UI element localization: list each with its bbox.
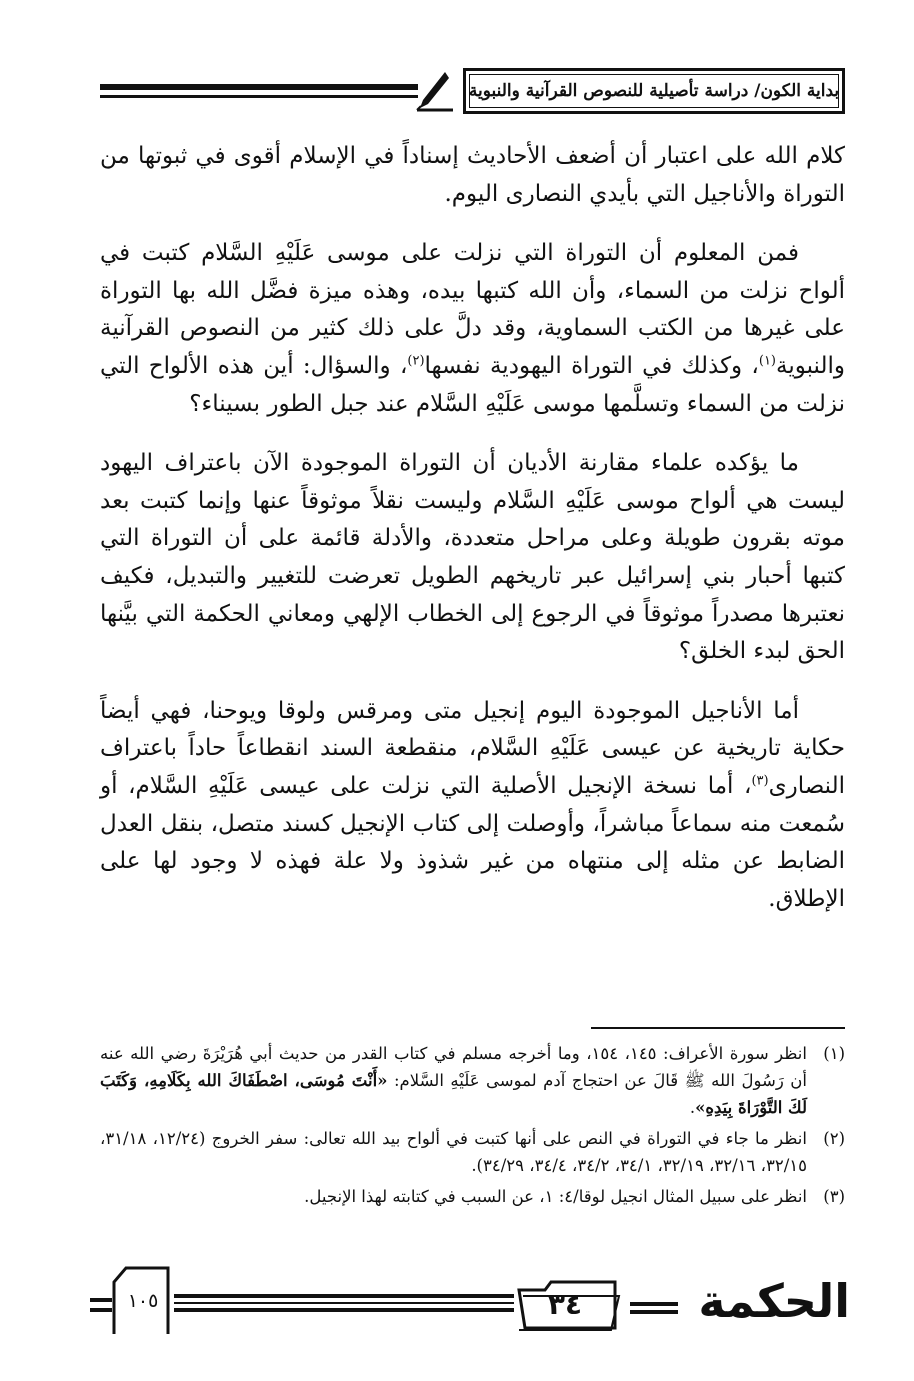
footer-rule-right-2	[630, 1310, 678, 1314]
footnote-1	[100, 1040, 845, 1121]
footnote-1-end: .	[689, 1098, 696, 1117]
footnote-ref-2[interactable]: (٢)	[407, 353, 425, 369]
page-footer	[90, 1262, 850, 1344]
paragraph-2	[100, 235, 845, 423]
footnote-text: انظر ما جاء في التوراة في النص على أنها كتبت في ألواح بيد الله تعالى: سفر الخروج (١٢/٢٤، ٣١/١٨، ٣٢/١٥، ٣٢/١٦، ٣٢/١٩، ٣٤/١، ٣٤/٢، ٣٤/٤، ٣٤/٢٩).	[100, 1129, 807, 1175]
footnote-2	[100, 1125, 845, 1179]
main-text	[100, 138, 845, 940]
paragraph-1: كلام الله على اعتبار أن أضعف الأحاديث إسناداً في الإسلام أقوى في ثبوتها من التوراة والأناجيل التي بأيدي النصارى اليوم.	[100, 143, 845, 207]
footnote-ref-3[interactable]: (٣)	[751, 773, 769, 789]
footnotes	[100, 1040, 845, 1214]
page-number: ١٠٥	[127, 1290, 159, 1312]
paragraph-2-part-1: فمن المعلوم أن التوراة التي نزلت على موسى عَلَيْهِ السَّلام كتبت في ألواح نزلت من السماء، وأن الله كتبها بيده، وهذه ميزة فضَّل الله بها التوراة على غيرها من الكتب السماوية، وقد دلَّ على ذلك كثير من النصوص القرآنية والنبوية	[100, 240, 845, 379]
paragraph-4-part-1: أما الأناجيل الموجودة اليوم إنجيل متى ومرقس ولوقا ويوحنا، فهي أيضاً حكاية تاريخية عن عيسى عَلَيْهِ السَّلام، منقطعة السند انقطاعاً حاداً باعتراف النصارى	[100, 697, 845, 799]
footnote-text: انظر على سبيل المثال انجيل لوقا/٤: ١، عن السبب في كتابته لهذا الإنجيل.	[304, 1187, 807, 1206]
footnote-3	[100, 1183, 845, 1210]
footer-rule-left-thin	[174, 1302, 514, 1304]
footnote-ref-1[interactable]: (١)	[758, 353, 776, 369]
footer-rule-far-left-2	[90, 1308, 112, 1312]
header-title: بداية الكون/ دراسة تأصيلية للنصوص القرآنية والنبوية	[463, 68, 845, 114]
footnote-text	[100, 1040, 807, 1121]
footnote-separator	[591, 1027, 845, 1029]
paragraph-2-part-3: ، والسؤال: أين هذه الألواح التي نزلت من السماء وتسلَّمها موسى عَلَيْهِ السَّلام عند جبل الطور بسيناء؟	[100, 352, 845, 417]
magazine-logo: الحكمة	[698, 1274, 850, 1328]
footer-rule-left	[174, 1294, 514, 1298]
footnote-1-hadith-quote: «أَنْتَ مُوسَى، اصْطَفَاكَ الله بِكَلَامِهِ، وَكَتَبَ لَكَ التَّوْرَاةَ بِيَدِهِ»	[100, 1071, 807, 1117]
footer-rule-right	[630, 1302, 678, 1306]
footnote-number: (١)	[823, 1044, 845, 1063]
footnote-number: (٣)	[823, 1187, 845, 1206]
footnote-number: (٢)	[823, 1129, 845, 1148]
paragraph-4-part-2: ، أما نسخة الإنجيل الأصلية التي نزلت على عيسى عَلَيْهِ السَّلام، أو سُمعت منه سماعاً مباشراً، وأوصلت إلى كتاب الإنجيل كسند متصل، بنقل العدل الضابط عن مثله إلى منتهاه من غير شذوذ ولا علة فهذه لا وجود لها على الإطلاق.	[100, 772, 845, 912]
paragraph-2-part-2: ، وكذلك في التوراة اليهودية نفسها	[424, 352, 759, 379]
quill-pen-icon	[415, 70, 455, 112]
header-rule	[100, 84, 418, 90]
paragraph-4	[100, 693, 845, 919]
header-rule-thin	[100, 95, 418, 98]
footer-rule-left-2	[174, 1308, 514, 1312]
footer-rule-far-left	[90, 1298, 112, 1302]
issue-number: ٣٤	[547, 1288, 583, 1321]
running-header	[100, 64, 845, 120]
paragraph-3: ما يؤكده علماء مقارنة الأديان أن التوراة الموجودة الآن باعتراف اليهود ليست هي ألواح موسى عَلَيْهِ السَّلام وليست نقلاً موثوقاً عنها وإنما كتبت بعد موته بقرون طويلة وعلى مراحل متعددة، والأدلة قائمة على أن التوراة التي كتبها أحبار بني إسرائيل عبر تاريخهم الطويل تعرضت للتغيير والتبديل، فكيف نعتبرها مصدراً موثوقاً في الرجوع إلى الخطاب الإلهي ومعاني الحكمة التي بيَّنها الحق لبدء الخلق؟	[100, 450, 845, 665]
footnote-1-text: انظر سورة الأعراف: ١٤٥، ١٥٤، وما أخرجه مسلم في كتاب القدر من حديث أبي هُرَيْرَةَ رضي الله عنه أن رَسُولَ الله ﷺ قَالَ عن احتجاج آدم لموسى عَلَيْهِ السَّلام:	[100, 1044, 808, 1090]
